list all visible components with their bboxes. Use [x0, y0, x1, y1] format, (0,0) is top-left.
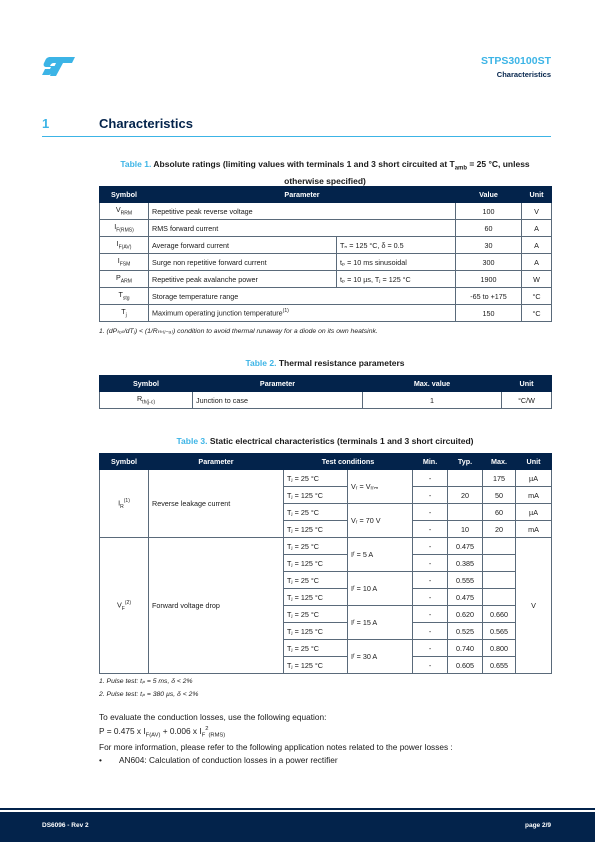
typ-cell: [448, 470, 483, 487]
temperature-cell: Tⱼ = 25 °C: [284, 606, 348, 623]
header-cell: Parameter: [149, 187, 456, 203]
min-cell: -: [413, 623, 448, 640]
min-cell: -: [413, 504, 448, 521]
table3-footnote-1: 1. Pulse test: tₚ = 5 ms, δ < 2%: [99, 678, 193, 685]
parameter-cell: Repetitive peak avalanche power: [149, 271, 337, 288]
typ-cell: 0.475: [448, 589, 483, 606]
condition-cell: tₚ = 10 µs, Tⱼ = 125 °C: [337, 271, 456, 288]
symbol-cell: $R_{th(j-c)}$: [100, 392, 193, 409]
condition-cell: Vᵣ = 70 V: [348, 504, 413, 538]
unit-cell: V: [522, 203, 552, 220]
typ-cell: 0.605: [448, 657, 483, 674]
bullet-icon: •: [99, 755, 102, 765]
table-row: [100, 470, 552, 487]
condition-cell: tₚ = 10 ms sinusoidal: [337, 254, 456, 271]
parameter-cell: Junction to case: [193, 392, 363, 409]
max-cell: [483, 572, 516, 589]
min-cell: -: [413, 657, 448, 674]
max-cell: [483, 538, 516, 555]
symbol-cell: $P_{ARM}$: [100, 271, 149, 288]
temperature-cell: Tⱼ = 125 °C: [284, 657, 348, 674]
table-row: [100, 220, 552, 237]
table-row: [100, 392, 552, 409]
parameter-cell: Surge non repetitive forward current: [149, 254, 337, 271]
loss-equation: P = 0.475 x $I_{F(AV)} + 0.006$ x $I_F^2_{(RMS)}$: [99, 726, 226, 739]
header-cell: Value: [456, 187, 522, 203]
parameter-cell: Repetitive peak reverse voltage: [149, 203, 456, 220]
max-cell: [483, 589, 516, 606]
typ-cell: 10: [448, 521, 483, 538]
symbol-cell: $I_{FSM}$: [100, 254, 149, 271]
value-cell: -65 to +175: [456, 288, 522, 305]
page-number: page 2/9: [524, 822, 551, 829]
table2-caption: Table 2. Thermal resistance parameters: [245, 358, 405, 368]
typ-cell: 0.740: [448, 640, 483, 657]
table-row: [100, 538, 552, 555]
typ-cell: 0.475: [448, 538, 483, 555]
header-cell: Typ.: [448, 454, 483, 470]
header-cell: Symbol: [100, 187, 149, 203]
table-row: [100, 237, 552, 254]
condition-cell: Vᵣ = Vᵣᵣₘ: [348, 470, 413, 504]
max-cell: 0.655: [483, 657, 516, 674]
max-cell: 0.660: [483, 606, 516, 623]
header-cell: Symbol: [100, 454, 149, 470]
section-title: Characteristics: [99, 116, 193, 131]
parameter-cell: Maximum operating junction temperature$^{(1)}$: [149, 305, 456, 322]
unit-cell: mA: [516, 487, 552, 504]
table-row: [100, 271, 552, 288]
value-cell: 100: [456, 203, 522, 220]
typ-cell: 20: [448, 487, 483, 504]
header-cell: Min.: [413, 454, 448, 470]
table3-caption: Table 3. Static electrical characteristics (terminals 1 and 3 short circuited): [176, 436, 474, 446]
body-paragraph-2: For more information, please refer to the following application notes related to the power losses :: [99, 742, 453, 752]
footer-bar: [0, 812, 595, 842]
condition-cell: Iᶠ = 10 A: [348, 572, 413, 606]
unit-cell: °C/W: [502, 392, 552, 409]
value-cell: 150: [456, 305, 522, 322]
table1-footnote: 1. (dPₜₒₜ/dTⱼ) < (1/Rₜₕ₍ⱼ₋ₐ₎) condition to avoid thermal runaway for a diode on its own heatsink.: [99, 328, 378, 335]
condition-cell: Tₙ = 125 °C, δ = 0.5: [337, 237, 456, 254]
header-cell: Unit: [502, 376, 552, 392]
typ-cell: 0.555: [448, 572, 483, 589]
table-row: [100, 305, 552, 322]
parameter-cell: Average forward current: [149, 237, 337, 254]
header-cell: Test conditions: [284, 454, 413, 470]
unit-cell: mA: [516, 521, 552, 538]
typ-cell: 0.385: [448, 555, 483, 572]
header-cell: Max.: [483, 454, 516, 470]
max-cell: 50: [483, 487, 516, 504]
parameter-cell: Forward voltage drop: [149, 538, 284, 674]
absolute-ratings-table: [99, 186, 552, 322]
min-cell: -: [413, 470, 448, 487]
symbol-cell: $T_j$: [100, 305, 149, 322]
typ-cell: 0.620: [448, 606, 483, 623]
symbol-cell: $T_{stg}$: [100, 288, 149, 305]
symbol-cell: $V_F^{(2)}$: [100, 538, 149, 674]
symbol-cell: $V_{RRM}$: [100, 203, 149, 220]
temperature-cell: Tⱼ = 125 °C: [284, 623, 348, 640]
condition-cell: Iᶠ = 30 A: [348, 640, 413, 674]
unit-cell: A: [522, 254, 552, 271]
parameter-cell: Reverse leakage current: [149, 470, 284, 538]
temperature-cell: Tⱼ = 25 °C: [284, 640, 348, 657]
table1-number: Table 1.: [120, 159, 152, 169]
header-cell: Parameter: [149, 454, 284, 470]
min-cell: -: [413, 487, 448, 504]
min-cell: -: [413, 538, 448, 555]
max-cell: [483, 555, 516, 572]
value-cell: 1900: [456, 271, 522, 288]
unit-cell: °C: [522, 305, 552, 322]
body-paragraph-1: To evaluate the conduction losses, use the following equation:: [99, 712, 327, 722]
section-divider: [42, 136, 551, 137]
table-row: [100, 254, 552, 271]
table1-caption: Table 1. Absolute ratings (limiting values with terminals 1 and 3 short circuited at $T_{amb} = 25$ °C, unless otherwise specified): [120, 159, 530, 186]
temperature-cell: Tⱼ = 25 °C: [284, 538, 348, 555]
st-logo: [42, 55, 76, 77]
condition-cell: Iᶠ = 15 A: [348, 606, 413, 640]
temperature-cell: Tⱼ = 125 °C: [284, 555, 348, 572]
min-cell: -: [413, 572, 448, 589]
header-section-name: Characteristics: [496, 70, 551, 79]
header-cell: Symbol: [100, 376, 193, 392]
unit-cell: µA: [516, 470, 552, 487]
symbol-cell: $I_R^{(1)}$: [100, 470, 149, 538]
table-row: [100, 288, 552, 305]
symbol-cell: $I_{F(RMS)}$: [100, 220, 149, 237]
min-cell: -: [413, 606, 448, 623]
unit-cell: V: [516, 538, 552, 674]
condition-cell: Iᶠ = 5 A: [348, 538, 413, 572]
temperature-cell: Tⱼ = 125 °C: [284, 521, 348, 538]
temperature-cell: Tⱼ = 25 °C: [284, 504, 348, 521]
unit-cell: A: [522, 220, 552, 237]
max-cell: 0.565: [483, 623, 516, 640]
typ-cell: [448, 504, 483, 521]
static-electrical-table: [99, 453, 552, 674]
temperature-cell: Tⱼ = 25 °C: [284, 572, 348, 589]
header-cell: Max. value: [363, 376, 502, 392]
min-cell: -: [413, 640, 448, 657]
max-cell: 20: [483, 521, 516, 538]
unit-cell: °C: [522, 288, 552, 305]
value-cell: 30: [456, 237, 522, 254]
min-cell: -: [413, 555, 448, 572]
unit-cell: W: [522, 271, 552, 288]
unit-cell: µA: [516, 504, 552, 521]
thermal-resistance-table: [99, 375, 552, 409]
value-cell: 1: [363, 392, 502, 409]
header-cell: Parameter: [193, 376, 363, 392]
max-cell: 60: [483, 504, 516, 521]
table-row: [100, 203, 552, 220]
min-cell: -: [413, 589, 448, 606]
document-reference: DS6096 - Rev 2: [42, 822, 89, 829]
symbol-cell: $I_{F(AV)}$: [100, 237, 149, 254]
section-number: 1: [42, 116, 50, 131]
bullet-item: • AN604: Calculation of conduction losses in a power rectifier: [99, 755, 338, 765]
max-cell: 175: [483, 470, 516, 487]
header-cell: Unit: [522, 187, 552, 203]
value-cell: 300: [456, 254, 522, 271]
header-cell: Unit: [516, 454, 552, 470]
typ-cell: 0.525: [448, 623, 483, 640]
footer-rule: [0, 808, 595, 810]
temperature-cell: Tⱼ = 125 °C: [284, 487, 348, 504]
table3-footnote-2: 2. Pulse test: tₚ = 380 µs, δ < 2%: [99, 691, 199, 698]
temperature-cell: Tⱼ = 125 °C: [284, 589, 348, 606]
document-title: STPS30100ST: [480, 55, 551, 67]
parameter-cell: Storage temperature range: [149, 288, 456, 305]
temperature-cell: Tⱼ = 25 °C: [284, 470, 348, 487]
value-cell: 60: [456, 220, 522, 237]
max-cell: 0.800: [483, 640, 516, 657]
min-cell: -: [413, 521, 448, 538]
parameter-cell: RMS forward current: [149, 220, 456, 237]
unit-cell: A: [522, 237, 552, 254]
